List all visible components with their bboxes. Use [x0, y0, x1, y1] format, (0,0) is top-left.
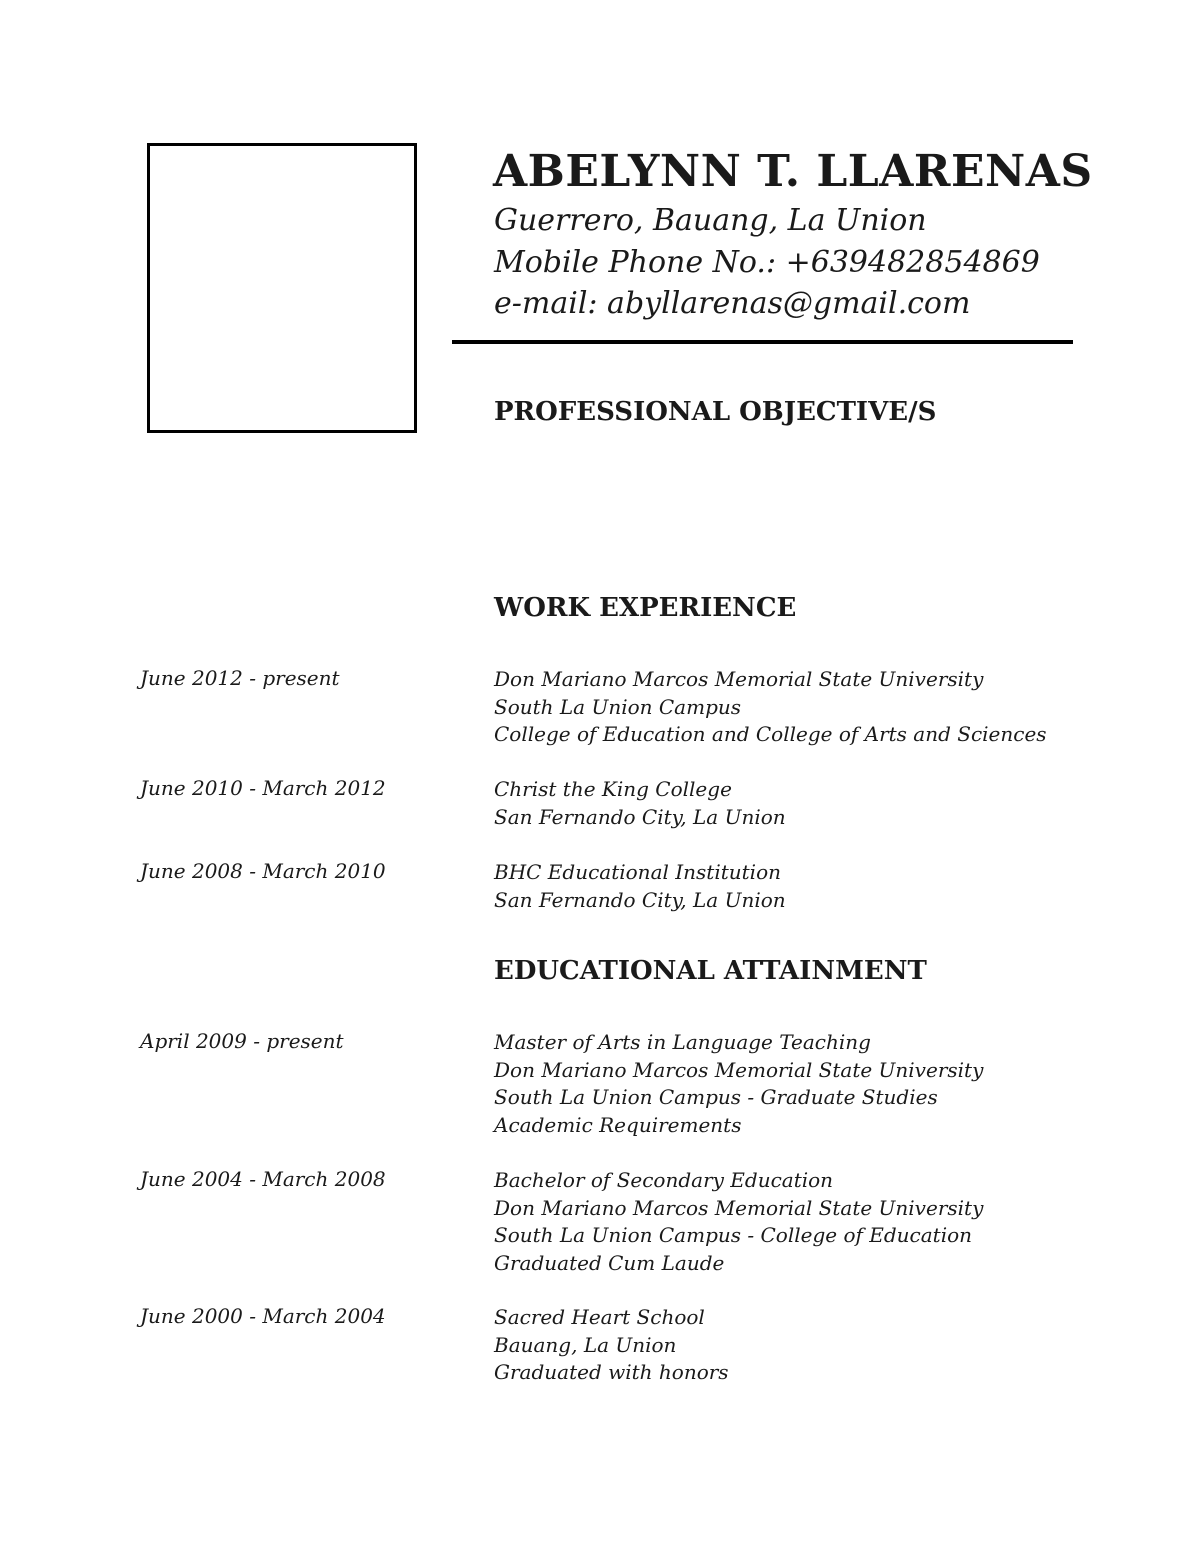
entry-line: San Fernando City, La Union: [494, 887, 786, 912]
entry-date: June 2010 - March 2012: [140, 776, 386, 800]
entry-line: Graduated Cum Laude: [494, 1250, 725, 1275]
entry-details: [494, 859, 786, 914]
entry-line: Graduated with honors: [494, 1360, 729, 1384]
header-divider: [452, 340, 1073, 344]
entry-details: [494, 776, 786, 831]
entry-date: June 2000 - March 2004: [140, 1304, 386, 1328]
entry-line: Don Mariano Marcos Memorial State University: [494, 667, 984, 691]
entry-date: June 2004 - March 2008: [140, 1167, 386, 1191]
entry-line: Sacred Heart School: [494, 1305, 705, 1329]
educational-attainment-heading: EDUCATIONAL ATTAINMENT: [494, 956, 927, 986]
address: Guerrero, Bauang, La Union: [494, 203, 927, 238]
entry-details: [494, 1304, 729, 1387]
entry-line: South La Union Campus - College of Education: [494, 1223, 973, 1247]
entry-line: BHC Educational Institution: [494, 860, 781, 884]
entry-line: Academic Requirements: [494, 1112, 742, 1137]
entry-date: June 2008 - March 2010: [140, 859, 386, 883]
entry-details: [494, 1029, 983, 1139]
email: e-mail: abyllarenas@gmail.com: [494, 286, 971, 321]
entry-line: College of Education and College of Arts and Sciences: [494, 722, 1047, 746]
entry-date: June 2012 - present: [140, 666, 340, 690]
entry-details: [494, 666, 1047, 749]
entry-line: Bachelor of Secondary Education: [494, 1168, 834, 1192]
entry-line: South La Union Campus - Graduate Studies: [494, 1085, 938, 1109]
entry-line: Master of Arts in Language Teaching: [494, 1030, 871, 1054]
applicant-name: ABELYNN T. LLARENAS: [493, 146, 1093, 197]
entry-line: Bauang, La Union: [494, 1332, 677, 1357]
work-experience-heading: WORK EXPERIENCE: [494, 593, 797, 623]
entry-line: San Fernando City, La Union: [494, 804, 786, 829]
mobile-phone: Mobile Phone No.: +639482854869: [494, 245, 1040, 280]
objective-heading: PROFESSIONAL OBJECTIVE/S: [494, 397, 937, 427]
entry-date: April 2009 - present: [140, 1029, 344, 1053]
entry-details: [494, 1167, 983, 1277]
entry-line: Christ the King College: [494, 777, 732, 801]
photo-placeholder: [147, 143, 417, 433]
entry-line: Don Mariano Marcos Memorial State University: [494, 1195, 984, 1220]
entry-line: South La Union Campus: [494, 694, 742, 719]
entry-line: Don Mariano Marcos Memorial State University: [494, 1057, 984, 1082]
